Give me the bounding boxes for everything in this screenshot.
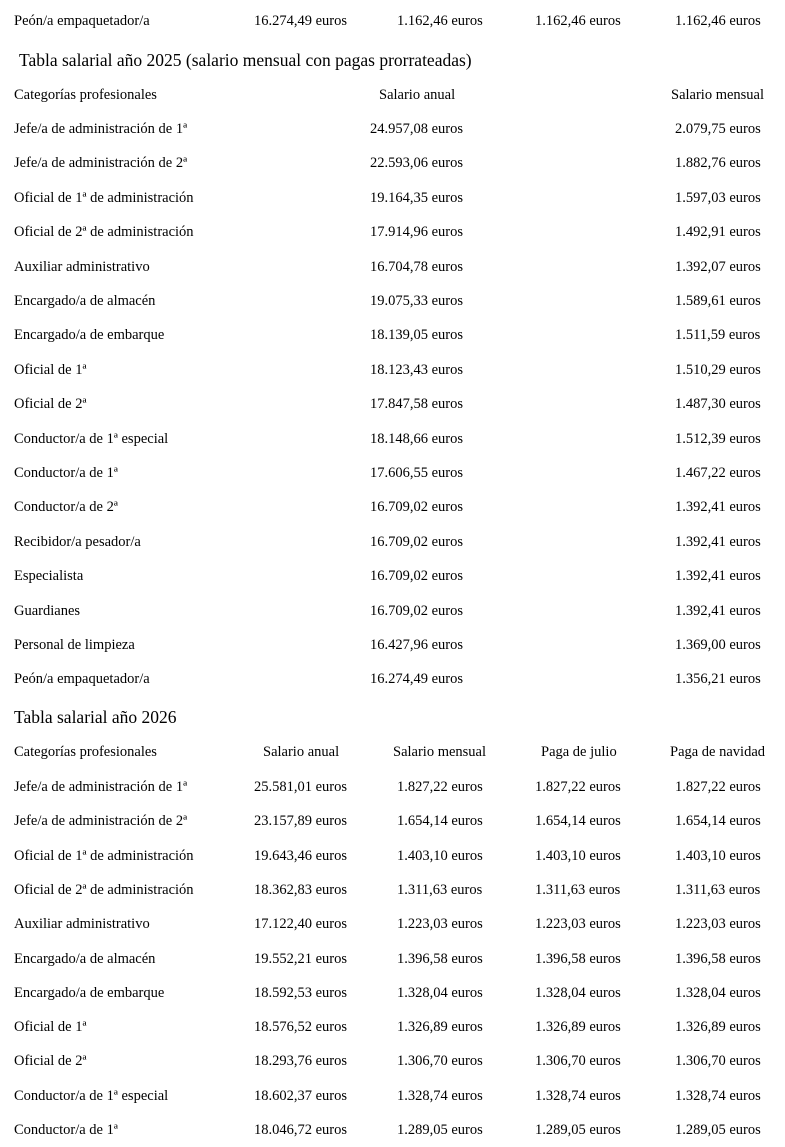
july-pay-cell: 1.223,03 euros	[535, 916, 621, 933]
table-row	[0, 360, 785, 380]
christmas-pay-cell: 1.654,14 euros	[675, 813, 761, 830]
christmas-pay-cell: 1.396,58 euros	[675, 950, 761, 967]
annual-salary-cell: 18.139,05 euros	[370, 327, 464, 344]
category-cell: Conductor/a de 1ª especial	[14, 1087, 169, 1104]
category-cell: Jefe/a de administración de 2ª	[14, 155, 188, 172]
july-pay-cell: 1.306,70 euros	[535, 1053, 621, 1070]
monthly-salary-cell: 1.392,07 euros	[675, 258, 761, 275]
table-row	[0, 669, 785, 689]
table-header-row	[0, 85, 785, 105]
annual-salary-cell: 19.552,21 euros	[254, 950, 348, 967]
table-row	[0, 532, 785, 552]
monthly-salary-cell: 1.467,22 euros	[675, 465, 761, 481]
monthly-salary-cell: 1.369,00 euros	[675, 637, 761, 653]
monthly-salary-cell: 1.597,03 euros	[675, 189, 761, 206]
table-row	[0, 914, 785, 934]
monthly-salary-cell: 1.511,59 euros	[675, 327, 761, 344]
july-pay-cell: 1.396,58 euros	[535, 950, 621, 967]
table-row	[0, 257, 785, 277]
christmas-pay-cell: 1.328,04 euros	[675, 984, 761, 1001]
category-cell: Oficial de 2ª de administración	[14, 881, 194, 898]
july-pay-cell: 1.827,22 euros	[535, 779, 621, 795]
july-pay-cell: 1.326,89 euros	[535, 1019, 621, 1036]
category-cell: Jefe/a de administración de 2ª	[14, 813, 188, 830]
table-row	[0, 983, 785, 1003]
table-row	[0, 325, 785, 345]
july-pay-cell: 1.654,14 euros	[535, 813, 621, 830]
category-cell: Encargado/a de almacén	[14, 950, 156, 967]
category-cell: Conductor/a de 1ª	[14, 1122, 118, 1138]
monthly-salary-cell: 1.392,41 euros	[675, 533, 761, 550]
monthly-salary-cell: 1.487,30 euros	[675, 396, 761, 413]
monthly-salary-cell: 1.289,05 euros	[397, 1122, 483, 1138]
header-categories: Categorías profesionales	[14, 87, 157, 103]
table-row	[0, 394, 785, 414]
table-row	[0, 811, 785, 831]
annual-salary-cell: 19.164,35 euros	[370, 189, 464, 206]
monthly-salary-cell: 1.392,41 euros	[675, 499, 761, 516]
christmas-pay-cell: 1.326,89 euros	[675, 1019, 761, 1036]
annual-salary-cell: 22.593,06 euros	[370, 155, 464, 172]
monthly-salary-cell: 1.162,46 euros	[397, 13, 483, 29]
monthly-salary-cell: 1.326,89 euros	[397, 1019, 483, 1036]
table-2025-title: Tabla salarial año 2025 (salario mensual con pagas prorrateadas)	[19, 50, 472, 70]
annual-salary-cell: 18.362,83 euros	[254, 881, 348, 898]
category-cell: Jefe/a de administración de 1ª	[14, 121, 188, 137]
monthly-salary-cell: 1.223,03 euros	[397, 916, 483, 933]
table-row	[0, 846, 785, 866]
monthly-salary-cell: 1.328,74 euros	[397, 1087, 483, 1104]
category-cell: Recibidor/a pesador/a	[14, 533, 141, 550]
july-pay-cell: 1.311,63 euros	[535, 881, 621, 898]
category-cell: Encargado/a de embarque	[14, 984, 165, 1001]
category-cell: Oficial de 2ª de administración	[14, 224, 194, 241]
july-pay-cell: 1.328,04 euros	[535, 984, 621, 1001]
header-monthly-salary: Salario mensual	[671, 87, 765, 103]
category-cell: Personal de limpieza	[14, 637, 135, 653]
christmas-pay-cell: 1.328,74 euros	[675, 1087, 761, 1104]
annual-salary-cell: 18.123,43 euros	[370, 361, 464, 378]
annual-salary-cell: 16.427,96 euros	[370, 637, 464, 653]
category-cell: Auxiliar administrativo	[14, 258, 150, 275]
category-cell: Conductor/a de 1ª especial	[14, 430, 169, 447]
annual-salary-cell: 17.122,40 euros	[254, 916, 348, 933]
annual-salary-cell: 16.709,02 euros	[370, 602, 464, 619]
table-row	[0, 1086, 785, 1106]
annual-salary-cell: 16.274,49 euros	[254, 13, 348, 29]
july-pay-cell: 1.289,05 euros	[535, 1122, 621, 1138]
table-row	[0, 188, 785, 208]
table-row	[0, 777, 785, 797]
christmas-pay-cell: 1.403,10 euros	[675, 847, 761, 864]
category-cell: Oficial de 1ª de administración	[14, 189, 194, 206]
category-cell: Oficial de 1ª	[14, 1019, 87, 1036]
monthly-salary-cell: 1.512,39 euros	[675, 430, 761, 447]
category-cell: Guardianes	[14, 602, 81, 619]
category-cell: Jefe/a de administración de 1ª	[14, 779, 188, 795]
annual-salary-cell: 16.704,78 euros	[370, 258, 464, 275]
category-cell: Encargado/a de embarque	[14, 327, 165, 344]
monthly-salary-cell: 1.396,58 euros	[397, 950, 483, 967]
annual-salary-cell: 18.293,76 euros	[254, 1053, 348, 1070]
monthly-salary-cell: 1.392,41 euros	[675, 602, 761, 619]
header-christmas-pay: Paga de navidad	[670, 744, 766, 760]
july-pay-cell: 1.328,74 euros	[535, 1087, 621, 1104]
monthly-salary-cell: 1.654,14 euros	[397, 813, 483, 830]
header-categories: Categorías profesionales	[14, 744, 157, 760]
category-cell: Oficial de 2ª	[14, 1053, 87, 1070]
table-row	[0, 635, 785, 655]
annual-salary-cell: 23.157,89 euros	[254, 813, 348, 830]
annual-salary-cell: 18.592,53 euros	[254, 984, 348, 1001]
annual-salary-cell: 18.576,52 euros	[254, 1019, 348, 1036]
header-annual-salary: Salario anual	[379, 87, 456, 103]
monthly-salary-cell: 1.356,21 euros	[675, 671, 761, 688]
category-cell: Peón/a empaquetador/a	[14, 671, 150, 688]
category-cell: Especialista	[14, 568, 84, 585]
monthly-salary-cell: 1.306,70 euros	[397, 1053, 483, 1070]
table-row	[0, 1120, 785, 1140]
category-cell: Auxiliar administrativo	[14, 916, 150, 933]
table-row	[0, 601, 785, 621]
header-monthly-salary: Salario mensual	[393, 744, 487, 760]
header-july-pay: Paga de julio	[541, 744, 617, 760]
header-annual-salary: Salario anual	[263, 744, 340, 760]
table-row	[0, 463, 785, 483]
christmas-pay-cell: 1.311,63 euros	[675, 881, 761, 898]
annual-salary-cell: 19.643,46 euros	[254, 847, 348, 864]
monthly-salary-cell: 1.392,41 euros	[675, 568, 761, 585]
category-cell: Conductor/a de 2ª	[14, 499, 118, 516]
christmas-pay-cell: 1.162,46 euros	[675, 13, 761, 29]
monthly-salary-cell: 1.882,76 euros	[675, 155, 761, 172]
annual-salary-cell: 18.602,37 euros	[254, 1087, 348, 1104]
annual-salary-cell: 17.914,96 euros	[370, 224, 464, 241]
table-row	[0, 1017, 785, 1037]
category-cell: Oficial de 1ª	[14, 361, 87, 378]
category-cell: Conductor/a de 1ª	[14, 465, 118, 481]
monthly-salary-cell: 2.079,75 euros	[675, 121, 761, 137]
annual-salary-cell: 24.957,08 euros	[370, 121, 464, 137]
table-row	[0, 566, 785, 586]
annual-salary-cell: 16.709,02 euros	[370, 499, 464, 516]
annual-salary-cell: 16.709,02 euros	[370, 533, 464, 550]
category-cell: Peón/a empaquetador/a	[14, 13, 150, 29]
category-cell: Encargado/a de almacén	[14, 293, 156, 309]
table-row	[0, 880, 785, 900]
christmas-pay-cell: 1.306,70 euros	[675, 1053, 761, 1070]
table-row	[0, 497, 785, 517]
christmas-pay-cell: 1.289,05 euros	[675, 1122, 761, 1138]
monthly-salary-cell: 1.492,91 euros	[675, 224, 761, 241]
category-cell: Oficial de 2ª	[14, 396, 87, 413]
annual-salary-cell: 16.274,49 euros	[370, 671, 464, 688]
table-row	[0, 119, 785, 139]
christmas-pay-cell: 1.827,22 euros	[675, 779, 761, 795]
annual-salary-cell: 19.075,33 euros	[370, 293, 464, 309]
monthly-salary-cell: 1.311,63 euros	[397, 881, 483, 898]
annual-salary-cell: 25.581,01 euros	[254, 779, 348, 795]
annual-salary-cell: 16.709,02 euros	[370, 568, 464, 585]
monthly-salary-cell: 1.403,10 euros	[397, 847, 483, 864]
table-row	[0, 949, 785, 969]
monthly-salary-cell: 1.589,61 euros	[675, 293, 761, 309]
table-row	[0, 11, 785, 31]
table-header-row	[0, 742, 785, 762]
monthly-salary-cell: 1.328,04 euros	[397, 984, 483, 1001]
annual-salary-cell: 17.847,58 euros	[370, 396, 464, 413]
annual-salary-cell: 18.148,66 euros	[370, 430, 464, 447]
table-row	[0, 291, 785, 311]
annual-salary-cell: 18.046,72 euros	[254, 1122, 348, 1138]
monthly-salary-cell: 1.827,22 euros	[397, 779, 483, 795]
table-2026-title: Tabla salarial año 2026	[14, 707, 177, 727]
table-row	[0, 1051, 785, 1071]
table-row	[0, 153, 785, 173]
category-cell: Oficial de 1ª de administración	[14, 847, 194, 864]
table-row	[0, 429, 785, 449]
annual-salary-cell: 17.606,55 euros	[370, 465, 464, 481]
monthly-salary-cell: 1.510,29 euros	[675, 361, 761, 378]
july-pay-cell: 1.403,10 euros	[535, 847, 621, 864]
july-pay-cell: 1.162,46 euros	[535, 13, 621, 29]
christmas-pay-cell: 1.223,03 euros	[675, 916, 761, 933]
table-row	[0, 222, 785, 242]
